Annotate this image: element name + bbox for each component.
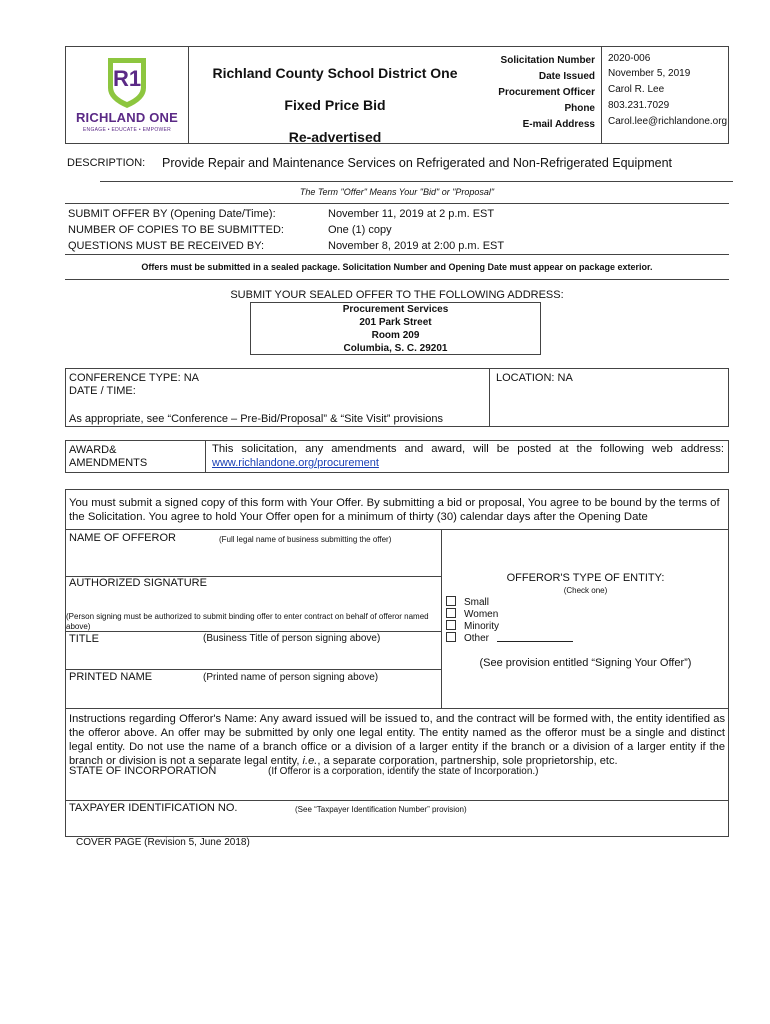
instructions-ie: i.e. xyxy=(302,755,318,767)
conference-divider xyxy=(489,368,490,427)
email-value: Carol.lee@richlandone.org xyxy=(608,116,728,127)
entity-note: (See provision entitled “Signing Your Offer”) xyxy=(479,657,692,669)
offeror-intro: You must submit a signed copy of this form with Your Offer. By submitting a bid or proposal, You agree to be bound by the terms of the Solicitation. You agree to hold Your Offer open for a minimum of thirty (30) calendar days after the Opening Date xyxy=(69,497,720,523)
incorporation-label: STATE OF INCORPORATION xyxy=(69,765,217,777)
title-rule xyxy=(65,669,442,670)
instructions-text: Instructions regarding Offeror's Name: Any award issued will be issued to, and the contract will be formed with, the entity identified as the offeror above. An offer may be submitted by only one legal entity. The entity named as the offeror must be a single and distinct legal entity. Do not use the name of a branch office or a division of a larger entity if the branch or a division of a larger entity if the branch or division is not a separate legal entity, xyxy=(69,713,725,767)
procurement-officer-value: Carol R. Lee xyxy=(608,84,665,95)
entity-option-minority-label: Minority xyxy=(464,621,500,632)
address-line-2: 201 Park Street xyxy=(359,317,432,328)
address-line-4: Columbia, S. C. 29201 xyxy=(343,343,448,354)
signature-hint: (Person signing must be authorized to submit binding offer to enter contract on behalf of offeror named above) xyxy=(66,612,429,631)
name-instructions xyxy=(69,712,725,768)
description-label: DESCRIPTION: xyxy=(67,157,146,169)
copies-label: NUMBER OF COPIES TO BE SUBMITTED: xyxy=(68,224,284,236)
entity-option-other-label: Other xyxy=(464,633,490,644)
checkbox-small[interactable] xyxy=(446,596,456,606)
solicitation-number-label: Solicitation Number xyxy=(500,55,595,66)
term-note: The Term "Offer" Means Your "Bid" or "Proposal" xyxy=(299,187,495,197)
printed-name-label: PRINTED NAME xyxy=(69,671,153,683)
district-title: Richland County School District One xyxy=(212,65,458,81)
title-field[interactable] xyxy=(66,647,440,667)
date-issued-label: Date Issued xyxy=(538,71,595,82)
checkbox-minority[interactable] xyxy=(446,620,456,630)
entity-option-small-label: Small xyxy=(464,597,490,608)
readvertised-title: Re-advertised xyxy=(288,129,382,145)
header-divider-left xyxy=(188,46,189,144)
signature-field[interactable] xyxy=(66,591,440,609)
incorporation-rule xyxy=(65,800,729,801)
other-entity-field[interactable] xyxy=(497,641,573,642)
taxpayer-hint: (See “Taxpayer Identification Number” provision) xyxy=(295,805,467,814)
entity-option-minority[interactable] xyxy=(446,620,499,632)
conference-type: CONFERENCE TYPE: NA xyxy=(69,372,199,384)
entity-option-women-label: Women xyxy=(464,609,499,620)
sealed-rule xyxy=(65,279,729,280)
procurement-officer-label: Procurement Officer xyxy=(498,87,595,98)
signature-rule xyxy=(65,631,442,632)
email-label: E-mail Address xyxy=(522,119,595,130)
address-line-1: Procurement Services xyxy=(342,304,449,315)
title-hint: (Business Title of person signing above) xyxy=(203,633,381,644)
offeror-name-field[interactable] xyxy=(66,546,440,574)
logo-name: RICHLAND ONE xyxy=(75,110,179,125)
submission-rule xyxy=(65,254,729,255)
logo-mark: R1 xyxy=(112,66,142,91)
entity-option-women[interactable] xyxy=(446,608,498,620)
term-rule xyxy=(65,203,729,204)
signature-label: AUTHORIZED SIGNATURE xyxy=(69,577,207,589)
checkbox-other[interactable] xyxy=(446,632,456,642)
instructions-text-end: , a separate corporation, partnership, sole proprietorship, etc. xyxy=(317,755,618,767)
bid-type: Fixed Price Bid xyxy=(284,97,386,113)
entity-option-small[interactable] xyxy=(446,596,489,608)
copies-value: One (1) copy xyxy=(328,224,392,236)
description-rule xyxy=(100,181,733,182)
taxpayer-label: TAXPAYER IDENTIFICATION NO. xyxy=(69,802,238,814)
questions-label: QUESTIONS MUST BE RECEIVED BY: xyxy=(68,240,265,252)
description-text: Provide Repair and Maintenance Services on Refrigerated and Non-Refrigerated Equipment xyxy=(162,156,673,170)
phone-value: 803.231.7029 xyxy=(608,100,670,111)
submit-offer-value: November 11, 2019 at 2 p.m. EST xyxy=(328,208,495,220)
entity-hint: (Check one) xyxy=(563,586,608,595)
sealed-note: Offers must be submitted in a sealed package. Solicitation Number and Opening Date must appear on package exterior. xyxy=(141,262,653,272)
address-line-3: Room 209 xyxy=(371,330,420,341)
logo-tagline: ENGAGE • EDUCATE • EMPOWER xyxy=(82,127,172,133)
conference-location: LOCATION: NA xyxy=(496,372,573,384)
entity-option-other[interactable] xyxy=(446,632,489,644)
incorporation-hint: (If Offeror is a corporation, identify the state of Incorporation.) xyxy=(268,766,539,777)
printed-name-field[interactable] xyxy=(66,686,440,706)
award-divider xyxy=(205,440,206,473)
entity-heading: OFFEROR'S TYPE OF ENTITY: xyxy=(506,572,665,584)
award-text: This solicitation, any amendments and award, will be posted at the following web address: xyxy=(212,443,724,455)
intro-rule xyxy=(65,529,729,530)
header-divider-right xyxy=(601,46,602,144)
printed-name-hint: (Printed name of person signing above) xyxy=(203,672,379,683)
district-logo xyxy=(70,54,184,140)
questions-value: November 8, 2019 at 2:00 p.m. EST xyxy=(328,240,505,252)
title-label: TITLE xyxy=(69,633,99,645)
award-label-1: AWARD& xyxy=(69,444,117,456)
phone-label: Phone xyxy=(564,103,595,114)
conference-datetime: DATE / TIME: xyxy=(69,385,136,397)
procurement-link[interactable]: www.richlandone.org/procurement xyxy=(212,457,379,469)
taxpayer-field[interactable] xyxy=(66,816,728,835)
submit-offer-label: SUBMIT OFFER BY (Opening Date/Time): xyxy=(68,208,276,220)
offeror-name-hint: (Full legal name of business submitting the offer) xyxy=(219,535,392,544)
entity-rule xyxy=(65,708,729,709)
incorporation-field[interactable] xyxy=(66,779,728,799)
checkbox-women[interactable] xyxy=(446,608,456,618)
award-label-2: AMENDMENTS xyxy=(69,457,148,469)
date-issued-value: November 5, 2019 xyxy=(608,68,691,79)
offeror-name-label: NAME OF OFFEROR xyxy=(69,532,176,544)
solicitation-number-value: 2020-006 xyxy=(608,53,651,64)
address-heading: SUBMIT YOUR SEALED OFFER TO THE FOLLOWING ADDRESS: xyxy=(230,289,564,301)
footer-revision: COVER PAGE (Revision 5, June 2018) xyxy=(76,837,250,848)
conference-note: As appropriate, see “Conference – Pre-Bid/Proposal” & “Site Visit” provisions xyxy=(69,413,443,425)
